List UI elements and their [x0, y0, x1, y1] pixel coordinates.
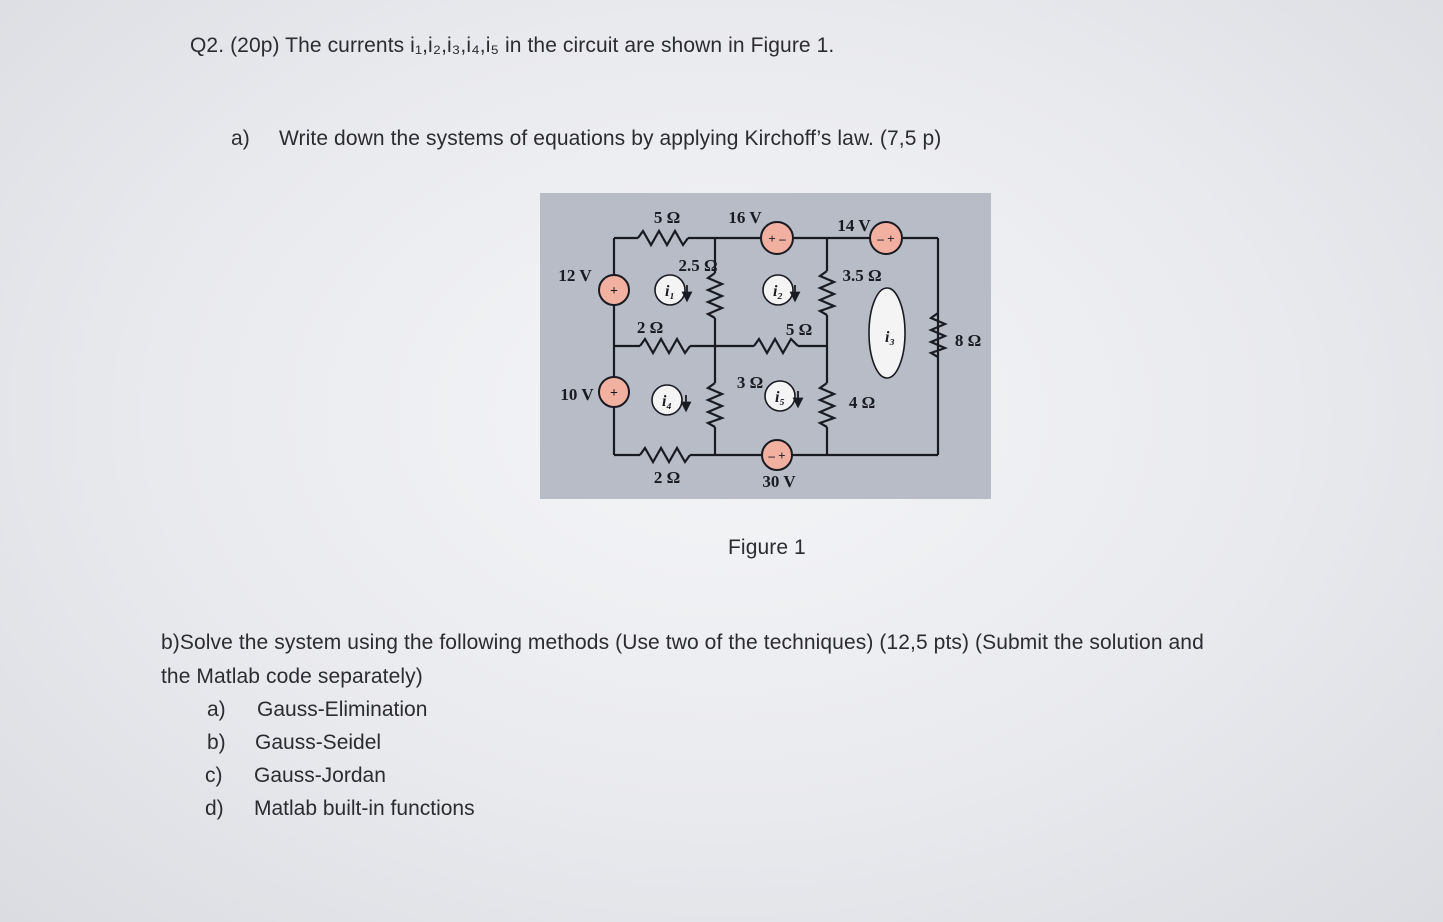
method-letter: b) — [207, 731, 226, 754]
label-r5-top: 5 Ω — [653, 208, 681, 227]
circuit-diagram — [540, 193, 991, 499]
source-12v-polarity: + — [610, 284, 618, 299]
method-gauss-jordan: Gauss-Jordan — [254, 764, 386, 787]
method-letter: a) — [207, 698, 226, 721]
source-30v-polarity: – + — [768, 448, 786, 463]
label-10v: 10 V — [560, 385, 594, 404]
label-r3-5: 3.5 Ω — [842, 266, 882, 285]
label-r5-mid: 5 Ω — [785, 320, 813, 339]
label-16v: 16 V — [728, 208, 762, 227]
part-a-letter: a) — [231, 127, 250, 150]
method-gauss-seidel: Gauss-Seidel — [255, 731, 382, 754]
question-title: Q2. (20p) The currents i₁,i₂,i₃,i₄,i₅ in the circuit are shown in Figure 1. — [190, 34, 835, 57]
label-r2-mid: 2 Ω — [636, 318, 664, 337]
label-i2: i₂ — [772, 283, 784, 300]
label-30v: 30 V — [762, 472, 796, 491]
label-14v: 14 V — [837, 216, 871, 235]
method-letter: d) — [205, 797, 224, 820]
source-10v-polarity: + — [610, 386, 618, 401]
part-b-text-line1: b)Solve the system using the following methods (Use two of the techniques) (12,5 pts) (Submit the solution and — [161, 631, 1204, 654]
source-14v-polarity: – + — [877, 231, 895, 246]
circuit-figure — [540, 193, 991, 499]
label-i3: i₃ — [884, 329, 896, 346]
label-r3: 3 Ω — [736, 373, 764, 392]
method-letter: c) — [205, 764, 223, 787]
figure-caption: Figure 1 — [728, 536, 806, 559]
label-r2-5: 2.5 Ω — [678, 256, 718, 275]
label-i1: i₁ — [664, 283, 676, 300]
label-12v: 12 V — [558, 266, 592, 285]
label-r4: 4 Ω — [848, 393, 876, 412]
label-r2-bot: 2 Ω — [653, 468, 681, 487]
source-16v-polarity: + – — [768, 231, 786, 246]
label-i5: i₅ — [774, 389, 786, 406]
method-gauss-elimination: Gauss-Elimination — [257, 698, 428, 721]
part-a-text: Write down the systems of equations by applying Kirchoff’s law. (7,5 p) — [279, 127, 942, 150]
method-matlab-builtin: Matlab built-in functions — [254, 797, 475, 820]
label-i4: i₄ — [661, 393, 673, 410]
part-b-text-line2: the Matlab code separately) — [161, 665, 423, 688]
label-r8: 8 Ω — [954, 331, 982, 350]
